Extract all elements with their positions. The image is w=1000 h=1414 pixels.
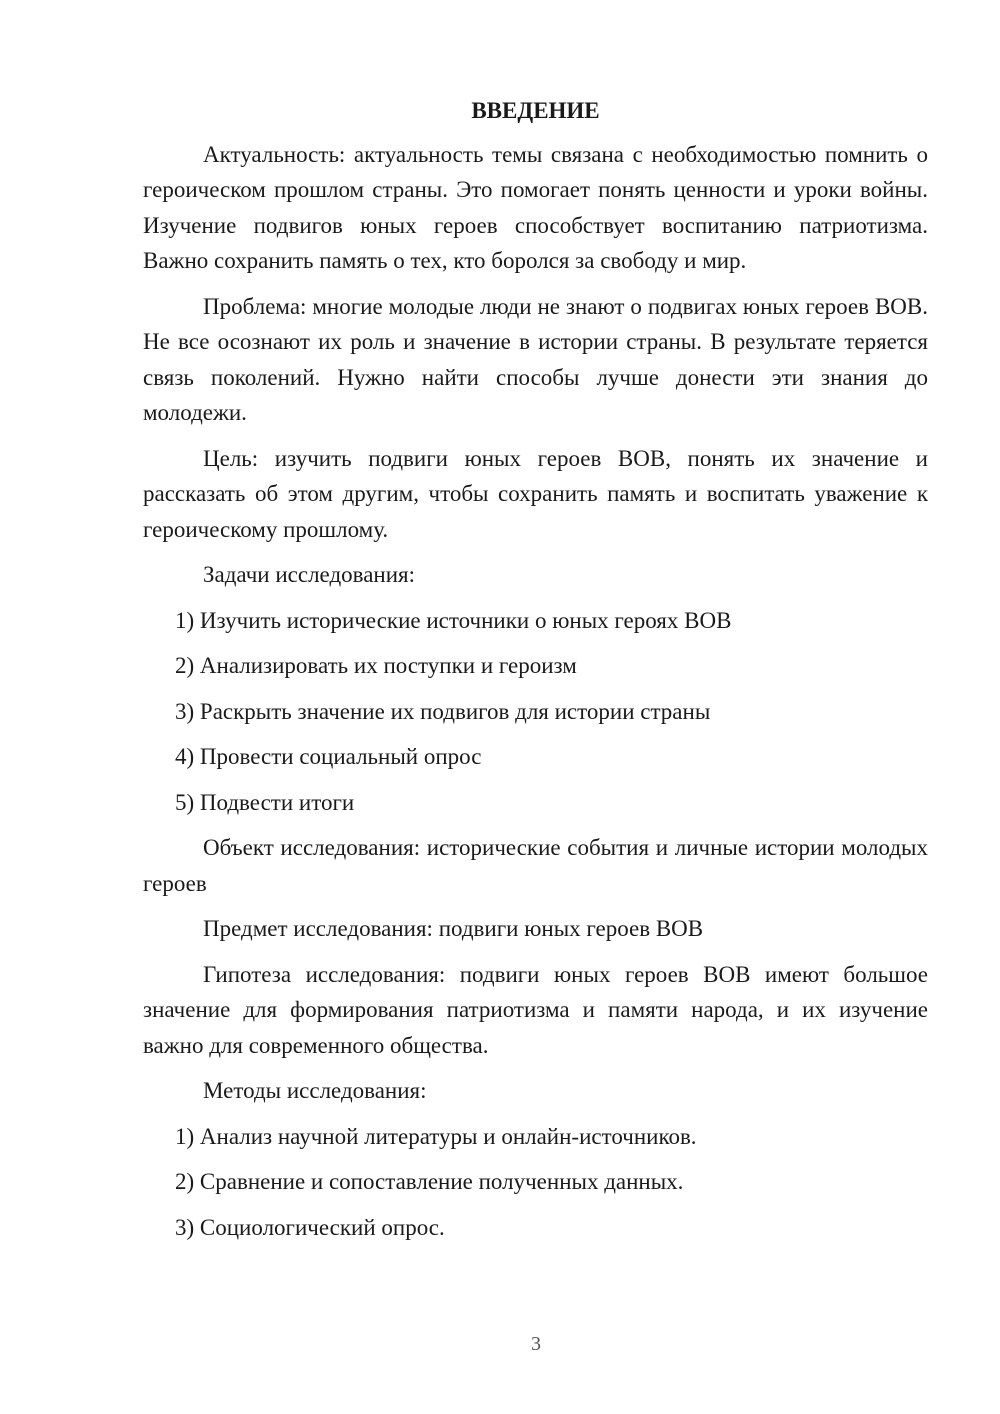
task-item: 2) Анализировать их поступки и героизм bbox=[175, 653, 577, 678]
task-item: 3) Раскрыть значение их подвигов для истории страны bbox=[175, 698, 711, 724]
task-item: 4) Провести социальный опрос bbox=[175, 744, 482, 769]
method-item: 1) Анализ научной литературы и онлайн-источников. bbox=[175, 1123, 697, 1149]
task-item: 5) Подвести итоги bbox=[175, 789, 355, 815]
problem-paragraph: Проблема: многие молодые люди не знают о подвигах юных героев ВОВ. Не все осознают их роль и значение в истории страны. В результате теряется связь поколений. Нужно найти способы лучше донести эти знания до молодежи. bbox=[143, 293, 928, 425]
task-item: 1) Изучить исторические источники о юных героях ВОВ bbox=[175, 607, 732, 633]
method-item: 3) Социологический опрос. bbox=[175, 1214, 445, 1240]
section-title: ВВЕДЕНИЕ bbox=[471, 98, 600, 123]
tasks-heading: Задачи исследования: bbox=[203, 562, 416, 587]
document-page bbox=[143, 93, 928, 1255]
method-item: 2) Сравнение и сопоставление полученных данных. bbox=[175, 1169, 684, 1194]
goal-paragraph: Цель: изучить подвиги юных героев ВОВ, понять их значение и рассказать об этом другим, чтобы сохранить память и воспитать уважение к героическому прошлому. bbox=[143, 445, 928, 542]
subject-paragraph: Предмет исследования: подвиги юных героев ВОВ bbox=[203, 916, 704, 941]
methods-heading: Методы исследования: bbox=[203, 1078, 427, 1103]
page-number: 3 bbox=[531, 1333, 541, 1355]
hypothesis-paragraph: Гипотеза исследования: подвиги юных героев ВОВ имеют большое значение для формирования патриотизма и памяти народа, и их изучение важно для современного общества. bbox=[143, 961, 928, 1058]
relevance-paragraph: Актуальность: актуальность темы связана с необходимостью помнить о героическом прошлом страны. Это помогает понять ценности и уроки войны. Изучение подвигов юных героев способствует воспитанию патриотизма. Важно сохранить память о тех, кто боролся за свободу и мир. bbox=[143, 141, 928, 273]
object-paragraph: Объект исследования: исторические события и личные истории молодых героев bbox=[143, 835, 928, 896]
